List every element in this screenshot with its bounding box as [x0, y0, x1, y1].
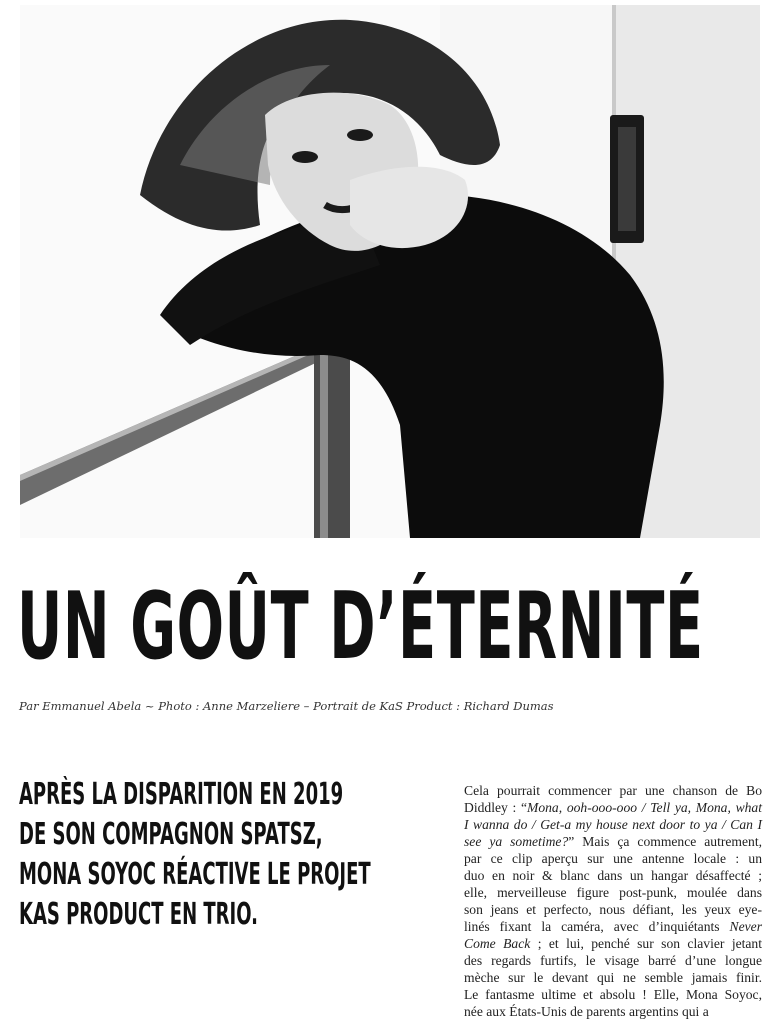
body-line: née aux États-Unis de parents argentins qui a — [464, 1004, 709, 1019]
article-credits: Par Emmanuel Abela ~ Photo : Anne Marzeliere – Portrait de KaS Product : Richard Dumas — [19, 699, 554, 713]
article-body — [464, 782, 762, 1020]
body-line: son jeans et perfecto, nous défiant, les yeux eye- — [464, 902, 762, 917]
body-line: Diddley : “Mona, ooh-ooo-ooo / Tell ya, Mona, what — [464, 800, 763, 815]
lede-line: KAS PRODUCT EN TRIO. — [19, 897, 258, 932]
body-line: Le fantasme ultime et absolu ! Elle, Mona Soyoc, — [464, 987, 762, 1002]
portrait-photo — [20, 5, 760, 538]
body-line: I wanna do / Get-a my house next door to ya / Can I — [464, 817, 762, 832]
body-line: Cela pourrait commencer par une chanson de Bo — [464, 783, 762, 798]
body-line: duo en noir & blanc dans un hangar désaffecté ; — [464, 868, 762, 883]
body-line: see ya sometime?” Mais ça commence autrement, — [464, 834, 762, 849]
body-line: Come Back ; et lui, penché sur son clavier jetant — [464, 936, 763, 951]
article-title: UN GOÛT D’ÉTERNITÉ — [17, 572, 704, 680]
body-line: elle, merveilleuse figure post-punk, moulée dans — [464, 885, 762, 900]
article-lede — [19, 775, 409, 935]
lede-line: DE SON COMPAGNON SPATSZ, — [19, 817, 323, 852]
body-line: linés fixant la caméra, avec d’inquiétants Never — [464, 919, 762, 934]
body-line: par ce clip aperçu sur une antenne locale : un — [464, 851, 762, 866]
lede-line: APRÈS LA DISPARITION EN 2019 — [19, 777, 344, 812]
lede-line: MONA SOYOC RÉACTIVE LE PROJET — [19, 857, 371, 892]
body-line: des regards furtifs, le visage barré d’une longue — [464, 953, 762, 968]
body-line: mèche sur le devant qui ne semble jamais finir. — [464, 970, 762, 985]
